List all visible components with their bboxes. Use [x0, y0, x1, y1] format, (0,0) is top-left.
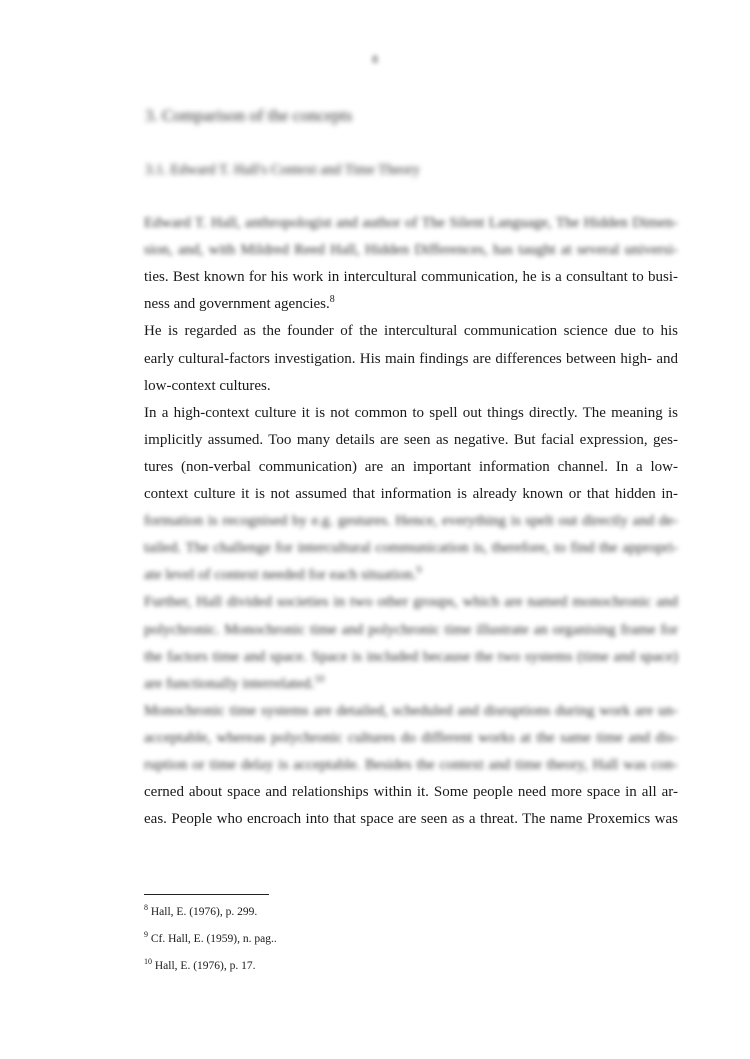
body-line-text: Edward T. Hall, anthropologist and author of The Silent Language, The Hidden Dimen- — [144, 215, 678, 231]
body-line-text: eas. People who encroach into that space are seen as a threat. The name Proxemics was — [144, 811, 678, 828]
body-line — [144, 265, 678, 289]
body-line-text: Further, Hall divided societies in two other groups, which are named monochronic and — [144, 594, 678, 611]
footnote-number: 10 — [144, 957, 152, 967]
body-line — [144, 455, 678, 479]
footnote-item — [144, 958, 255, 974]
body-line-text: cerned about space and relationships within it. Some people need more space in all ar- — [144, 784, 678, 801]
body-line-text: ness and government agencies. — [144, 296, 330, 313]
footnote-separator — [144, 894, 269, 895]
body-line — [144, 482, 678, 506]
body-line — [144, 726, 678, 750]
body-line-text: early cultural-factors investigation. His main findings are differences between high- and — [144, 350, 678, 367]
footnote-text: Hall, E. (1976), p. 17. — [152, 960, 256, 972]
body-line — [144, 807, 678, 831]
body-line — [144, 509, 678, 533]
body-line — [144, 319, 678, 343]
body-line — [144, 672, 678, 696]
body-line-text: Monochronic time systems are detailed, scheduled and disruptions during work are un- — [144, 702, 678, 719]
footnote-item — [144, 904, 257, 920]
body-line-text: low-context cultures. — [144, 377, 271, 394]
footnote-reference: 10 — [314, 673, 325, 685]
body-line-text: acceptable, whereas polychronic cultures do different works at the same time and dis- — [144, 729, 678, 746]
body-line-text: sion, and, with Mildred Reed Hall, Hidden Differences, has taught at several universi- — [144, 242, 678, 259]
footnote-text: Hall, E. (1976), p. 299. — [148, 906, 258, 918]
body-line-text: ate level of context needed for each situation. — [144, 567, 417, 584]
body-line — [144, 590, 678, 614]
footnote-number: 8 — [144, 903, 148, 913]
body-line-text: formation is recognised by e.g. gestures. Hence, everything is spelt out directly and de- — [144, 513, 678, 530]
body-line-text: are functionally interrelated. — [144, 675, 315, 692]
footnote-reference: 9 — [416, 565, 422, 577]
body-line — [144, 401, 678, 425]
body-line — [144, 563, 678, 587]
body-line — [144, 618, 678, 642]
page-number: 8 — [372, 52, 378, 66]
body-line — [144, 645, 678, 669]
body-line — [144, 238, 678, 262]
body-line-text: He is regarded as the founder of the intercultural communication science due to his — [144, 323, 678, 340]
body-line — [144, 292, 678, 316]
body-line — [144, 780, 678, 804]
body-line — [144, 374, 678, 398]
footnote-text: Cf. Hall, E. (1959), n. pag.. — [148, 933, 277, 945]
body-line-text: In a high-context culture it is not common to spell out things directly. The meaning is — [144, 404, 678, 421]
body-line-text: implicitly assumed. Too many details are seen as negative. But facial expression, ges- — [144, 431, 678, 448]
body-line-text: polychronic. Monochronic time and polychronic time illustrate an organising frame for — [144, 621, 678, 638]
body-line — [144, 211, 678, 235]
footnote-number: 9 — [144, 930, 148, 940]
body-line-text: tailed. The challenge for intercultural communication is, therefore, to find the appropri- — [144, 540, 678, 557]
footnote-reference: 8 — [329, 294, 335, 306]
body-line-text: ties. Best known for his work in intercultural communication, he is a consultant to busi- — [144, 269, 678, 286]
body-line-text: context culture it is not assumed that information is already known or that hidden in- — [144, 486, 678, 502]
footnote-item — [144, 931, 277, 947]
body-line — [144, 428, 678, 452]
body-line — [144, 347, 678, 371]
body-line — [144, 699, 678, 723]
body-line — [144, 536, 678, 560]
subsection-heading: 3.1. Edward T. Hall's Context and Time Theory — [145, 162, 420, 178]
body-line-text: the factors time and space. Space is included because the two systems (time and space) — [144, 648, 678, 665]
body-line-text: ruption or time delay is acceptable. Besides the context and time theory, Hall was con- — [144, 757, 678, 773]
section-heading: 3. Comparison of the concepts — [145, 106, 353, 125]
body-line — [144, 753, 678, 777]
body-line-text: tures (non-verbal communication) are an important information channel. In a low- — [144, 458, 678, 475]
